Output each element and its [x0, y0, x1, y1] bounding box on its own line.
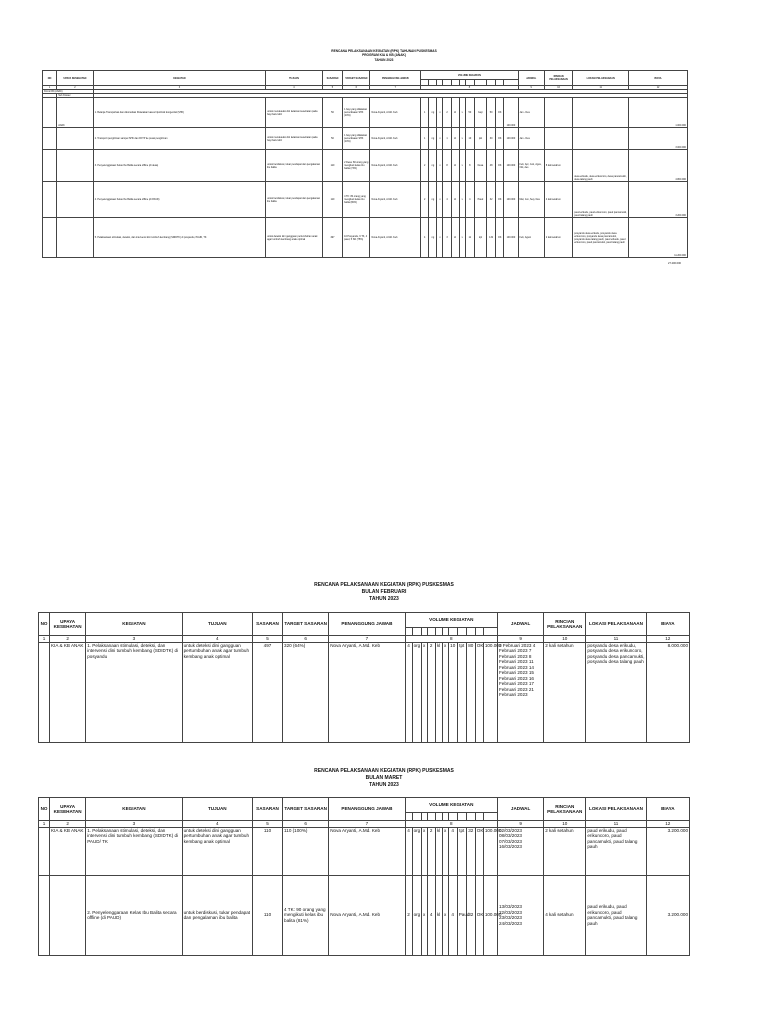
cell-vol: 3 [443, 218, 451, 258]
table-row [43, 98, 688, 128]
cell-upaya [57, 182, 94, 218]
cell-lokasi: posyandu desa erikudu, posyandu desa erikuncoro, posyandu desa pancamukti, posyandu desa talang pauh [586, 642, 646, 742]
col-tujuan: TUJUAN [182, 798, 252, 821]
cell-vol: x [442, 827, 448, 875]
cell-vol: org [412, 827, 421, 875]
cell-vol: x [459, 182, 465, 218]
cell-vol: 2 [405, 875, 412, 955]
cell-jadwal: 02/03/2023 08/03/2023 07/03/2023 16/03/2023 [498, 827, 544, 875]
col-number: 1 [39, 821, 50, 828]
col-volume: VOLUME KEGIATAN [405, 613, 497, 628]
cell-lokasi: paud erikudu, paud erikuncoro, paud pancamukti, paud talang pauh [586, 827, 646, 875]
cell-vol-total: 100.000 [504, 128, 518, 150]
col-pj: PENANGGUNG JAWAB [329, 798, 405, 821]
col-lokasi: LOKASI PELAKSANAAN [573, 71, 629, 86]
col-biaya: BIAYA [646, 798, 689, 821]
col-number: 2 [50, 636, 86, 643]
cell-rincian [544, 98, 572, 128]
cell-vol-total: 100.000 [504, 98, 518, 128]
page-2-title [0, 582, 768, 602]
cell-vol: kpl [474, 218, 486, 258]
cell-vol: 50 [465, 98, 474, 128]
cell-vol: kl [451, 182, 459, 218]
cell-kegiatan: 1. Pelaksanaan stimulasi, deteksi, dan intervensi dini tumbuh kembang (SDIDTK) di posyandu [86, 642, 182, 742]
col-volume: VOLUME KEGIATAN [405, 798, 497, 813]
cell-upaya: KIA & KB ANAK [50, 827, 86, 875]
cell-kegiatan: 2. Penyelenggaraan Kelas Ibu Balita secara offline (di PAUD) [86, 875, 182, 955]
col-number: 9 [498, 636, 544, 643]
col-number: 8 [421, 86, 518, 90]
table-row [39, 875, 690, 955]
cell-vol: OK [475, 827, 483, 875]
page-3-title [0, 768, 768, 788]
col-number: 8 [405, 821, 497, 828]
cell-vol: 2 [421, 150, 429, 182]
cell-jadwal: Feb, Apr, Juni, Agus, Okt, des [518, 150, 544, 182]
title-line-3: TAHUN 2023 [369, 781, 399, 788]
rpk-annual-table [42, 70, 688, 258]
col-number: 6 [283, 821, 329, 828]
rpk-march-table [38, 797, 690, 956]
cell-target: 4 TK: 90 orang yang mengikuti kelas ibu balita (81%) [283, 875, 329, 955]
cell-vol: 2 [421, 182, 429, 218]
col-number: 1 [39, 636, 50, 643]
col-target: TARGET SASARAN [283, 798, 329, 821]
cell-vol: ng [429, 150, 437, 182]
cell-target: 10 Posyandu, 6 TK, 4 paud, 5 SD (75%) [343, 218, 370, 258]
cell-vol: kl [451, 150, 459, 182]
cell-vol: org [412, 875, 421, 955]
cell-jadwal: 13/03/2023 22/03/2023 23/03/2023 24/03/2023 [498, 875, 544, 955]
cell-vol: x [459, 150, 465, 182]
cell-sasaran: 110 [252, 827, 282, 875]
cell-upaya [50, 875, 86, 955]
cell-vol: kl [451, 98, 459, 128]
cell-vol: Paud [474, 182, 486, 218]
cell-tujuan: untuk deteksi dini gangguan pertumbuhan anak agar tumbuh kembang anak optimal [266, 218, 323, 258]
col-kegiatan: KEGIATAN [86, 798, 182, 821]
cell-rincian [544, 128, 572, 150]
cell-vol: 100.000 [483, 875, 497, 955]
cell-biaya: 1.000.000 [629, 98, 688, 128]
cell-vol: 132 [487, 218, 496, 258]
col-rincian: RINCIAN PELAKSANAAN [544, 613, 586, 636]
table-row [43, 150, 688, 182]
cell-vol: ng [429, 182, 437, 218]
cell-vol: x [421, 875, 427, 955]
cell-upaya [57, 128, 94, 150]
cell-pj: Nova Aryanti, A.Md. Keb [370, 182, 421, 218]
col-biaya: BIAYA [629, 71, 688, 86]
table-row [39, 642, 690, 742]
cell-vol: kl [451, 218, 459, 258]
cell-vol: 1 [421, 128, 429, 150]
col-jadwal: JADWAL [498, 613, 544, 636]
cell-vol: 80 [466, 642, 475, 742]
cell-vol: ng [429, 128, 437, 150]
cell-pj: Nova Aryanti, A.Md. Keb [370, 150, 421, 182]
cell-sasaran: 110 [322, 182, 342, 218]
col-number: 8 [405, 636, 497, 643]
cell-target: 1 bayi yang dilakukan pemeriksaan SHK (10%) [343, 128, 370, 150]
cell-rincian: 2 kali setahun [544, 642, 586, 742]
col-number: 11 [586, 636, 646, 643]
cell-vol: 2 [427, 642, 435, 742]
cell-biaya: 4.800.000 [629, 150, 688, 182]
col-jadwal: JADWAL [518, 71, 544, 86]
cell-vol: 10 [448, 642, 457, 742]
cell-vol: 4 [465, 182, 474, 218]
cell-biaya: 3.000.000 [629, 128, 688, 150]
cell-sasaran: 110 [252, 875, 282, 955]
cell-lokasi [573, 128, 629, 150]
col-kegiatan: KEGIATAN [93, 71, 265, 86]
cell-jadwal: Mar, Jun, Sep, Des [518, 182, 544, 218]
table-row [43, 182, 688, 218]
cell-vol: x [442, 642, 448, 742]
title-line-3: TAHUN 2023 [369, 595, 399, 602]
cell-vol: x [459, 218, 465, 258]
cell-tujuan: untuk mendeteksi dini kelainan kesehatan pada bayi baru lahir [266, 128, 323, 150]
cell-tujuan: untuk berdiskusi, tukar pendapat dan pengalaman ibu balita [266, 150, 323, 182]
cell-pj: Nova Aryanti, A.Md. Keb [370, 98, 421, 128]
col-number: 4 [266, 86, 323, 90]
table-row [39, 827, 690, 875]
col-upaya: UPAYA KESEHATAN [50, 798, 86, 821]
col-pj: PENANGGUNG JAWAB [370, 71, 421, 86]
cell-vol: kl [451, 128, 459, 150]
cell-biaya: 11.200.000 [629, 218, 688, 258]
cell-rincian: 4 kali setahun [544, 875, 586, 955]
upaya-label: KIA & KB (ANAK) [43, 90, 94, 94]
cell-kegiatan: 4. Penyelenggaraan Kelas Ibu Balita secara offline (di PAUD) [93, 182, 265, 218]
rpk-february-table [38, 612, 690, 743]
cell-vol: 32 [466, 875, 475, 955]
col-number: 11 [586, 821, 646, 828]
cell-vol-total: 100.000 [504, 182, 518, 218]
col-number: 2 [57, 86, 94, 90]
cell-jadwal: Jan - Des [518, 98, 544, 128]
cell-vol: x [442, 875, 448, 955]
col-number: 10 [544, 636, 586, 643]
cell-biaya: 3.200.000 [629, 182, 688, 218]
cell-vol: tpt [457, 642, 466, 742]
cell-vol: Desa [474, 150, 486, 182]
cell-kegiatan: 2. Transport pengiriman sampel SHK dan FKTP ke pusat pengiriman [93, 128, 265, 150]
col-number: 3 [86, 636, 182, 643]
col-number: 5 [252, 636, 282, 643]
cell-pj: Nova Aryanti, A.Md. Keb [329, 875, 405, 955]
cell-vol: x [459, 98, 465, 128]
cell-sasaran: 497 [252, 642, 282, 742]
col-rincian: RINCIAN PELAKSANAAN [544, 798, 586, 821]
cell-vol: 50 [487, 98, 496, 128]
cell-vol-total: 100.000 [504, 150, 518, 182]
cell-vol: OK [475, 642, 483, 742]
col-number: 2 [50, 821, 86, 828]
cell-vol: x [437, 182, 443, 218]
col-no: NO [39, 613, 50, 636]
cell-vol: x [421, 642, 427, 742]
cell-vol: x [437, 128, 443, 150]
cell-kegiatan: 5. Pelaksanaan stimulasi, deteksi, dan intervensi dini tumbuh kembang (SDIDTK) di posyandu, PAUD, TK [93, 218, 265, 258]
cell-pj: Nova Aryanti, A.Md. Keb [370, 218, 421, 258]
cell-tujuan: untuk berdiskusi, tukar pendapat dan pengalaman ibu balita [182, 875, 252, 955]
cell-tujuan: untuk deteksi dini gangguan pertumbuhan anak agar tumbuh kembang anak optimal [182, 642, 252, 742]
cell-vol: x [421, 827, 427, 875]
col-number: 10 [544, 821, 586, 828]
cell-target: 2 Desa: 80 orang yang mengikuti kelas ibu balita (73%) [343, 150, 370, 182]
cell-lokasi: paud erikudu, paud erikuncoro, paud pancamukti, paud talang pauh [573, 182, 629, 218]
cell-vol: 4 [405, 642, 412, 742]
cell-vol: 11 [465, 218, 474, 258]
cell-vol: 32 [487, 182, 496, 218]
cell-vol: ng [429, 98, 437, 128]
col-number: 6 [283, 636, 329, 643]
col-number: 3 [93, 86, 265, 90]
col-number: 12 [646, 821, 689, 828]
cell-vol: 32 [466, 827, 475, 875]
cell-rincian: 2 kali setahun [544, 827, 586, 875]
cell-vol: 1 [421, 98, 429, 128]
cell-vol: x [459, 128, 465, 150]
col-jadwal: JADWAL [498, 798, 544, 821]
col-sasaran: SASARAN [252, 613, 282, 636]
col-lokasi: LOKASI PELAKSANAAN [586, 613, 646, 636]
col-volume: VOLUME KEGIATAN [421, 71, 518, 80]
cell-vol: x [437, 150, 443, 182]
col-number: 10 [544, 86, 572, 90]
cell-vol: 100.000 [483, 642, 497, 742]
cell-vol: 48 [487, 150, 496, 182]
col-number: 3 [86, 821, 182, 828]
cell-jadwal: 3 Februari 2023 4 Februari 2023 7 Februari 2023 8 Februari 2023 11 Februari 2023 14 Februari 2023 15 Februari 2023 16 Februari 2023 17 Februari 2023 21 Februari 2023 [498, 642, 544, 742]
cell-target: 4 TK: 80 orang yang mengikuti kelas ibu balita (80%) [343, 182, 370, 218]
cell-rincian: 4 kali setahun [544, 182, 572, 218]
cell-target: 1 bayi yang dilakukan pemeriksaan SHK (10%) [343, 98, 370, 128]
cell-vol: 2 [443, 98, 451, 128]
col-number: 11 [573, 86, 629, 90]
col-kegiatan: KEGIATAN [86, 613, 182, 636]
cell-lokasi: desa erikudu, desa erikuncoro, desa pancamukti, desa talang pauh [573, 150, 629, 182]
table-row [43, 218, 688, 258]
col-pj: PENANGGUNG JAWAB [329, 613, 405, 636]
col-no: NO [43, 71, 57, 86]
cell-target: 320 (64%) [283, 642, 329, 742]
cell-kegiatan: 1. Belanja Transportasi dan Akomodasi Pelacakan kasus hipotiroid kongenital (SHK) [93, 98, 265, 128]
col-number: 12 [646, 636, 689, 643]
col-number: 7 [329, 821, 405, 828]
title-line-2: PROGRAM KIA & KB (ANAK) [362, 53, 406, 58]
cell-vol: 4 [405, 827, 412, 875]
title-line-3: TAHUN 2023 [374, 57, 394, 62]
cell-vol: Paud [457, 875, 466, 955]
cell-kegiatan: 3. Penyelenggaraan Kelas Ibu Balita secara offline (di desa) [93, 150, 265, 182]
cell-vol: 4 [448, 875, 457, 955]
cell-upaya: KIA & KB ANAK [50, 642, 86, 742]
col-number: 9 [498, 821, 544, 828]
col-number: 7 [370, 86, 421, 90]
cell-vol: kl [435, 642, 442, 742]
cell-vol: OK [496, 150, 504, 182]
cell-jadwal: Feb, Agust [518, 218, 544, 258]
title-line-1: RENCANA PELAKSANAAN KEGIATAN (RPK) PUSKESMAS [314, 582, 454, 588]
grand-total: 27.200.000 [668, 262, 681, 265]
cell-vol: OK [475, 875, 483, 955]
col-tujuan: TUJUAN [182, 613, 252, 636]
cell-vol: 10 [465, 128, 474, 150]
page-1-title [0, 49, 768, 62]
col-number: 1 [43, 86, 57, 90]
col-biaya: BIAYA [646, 613, 689, 636]
title-line-1: RENCANA PELAKSANAAN KEGIATAN (RPK) TAHUNAN PUSKESMAS [331, 49, 437, 53]
cell-vol: kl [435, 827, 442, 875]
col-number: 9 [518, 86, 544, 90]
cell-jadwal: Jan - Des [518, 128, 544, 150]
cell-sasaran: 497 [322, 218, 342, 258]
cell-vol: 8 [443, 150, 451, 182]
cell-biaya: 3.200.000 [646, 827, 689, 875]
col-rincian: RINCIAN PELAKSANAAN [544, 71, 572, 86]
col-upaya: UPAYA KESEHATAN [57, 71, 94, 86]
cell-vol: bayi [474, 98, 486, 128]
cell-vol: OK [496, 182, 504, 218]
cell-vol-total: 100.000 [504, 218, 518, 258]
cell-pj: Nova Aryanti, A.Md. Keb [329, 827, 405, 875]
col-number: 5 [252, 821, 282, 828]
cell-upaya [57, 150, 94, 182]
cell-vol: OK [496, 128, 504, 150]
cell-pj: Nova Aryanti, A.Md. Keb [370, 128, 421, 150]
cell-vol: 30 [487, 128, 496, 150]
cell-vol: OK [496, 218, 504, 258]
col-lokasi: LOKASI PELAKSANAAN [586, 798, 646, 821]
cell-tujuan: untuk mendeteksi dini kelainan kesehatan pada bayi baru lahir [266, 98, 323, 128]
cell-vol: 2 [427, 827, 435, 875]
title-line-2: BULAN FEBRUARI [361, 588, 407, 595]
cell-lokasi [573, 98, 629, 128]
cell-tujuan: untuk berdiskusi, tukar pendapat dan pengalaman ibu balita [266, 182, 323, 218]
col-number: 5 [322, 86, 342, 90]
cell-rincian: 2 kali setahun [544, 218, 572, 258]
cell-vol: 4 [448, 827, 457, 875]
cell-upaya [57, 218, 94, 258]
col-number: 6 [343, 86, 370, 90]
cell-kegiatan: 1. Pelaksanaan stimulasi, deteksi, dan intervensi dini tumbuh kembang (SDIDTK) di PAUD/ TK [86, 827, 182, 875]
cell-tujuan: untuk deteksi dini gangguan pertumbuhan anak agar tumbuh kembang anak optimal [182, 827, 252, 875]
cell-sasaran: 50 [322, 128, 342, 150]
cell-target: 110 (100%) [283, 827, 329, 875]
cell-sasaran: 110 [322, 150, 342, 182]
cell-biaya: 3.200.000 [646, 875, 689, 955]
col-number: 12 [629, 86, 688, 90]
cell-vol: 4 [421, 218, 429, 258]
cell-lokasi: paud erikudu, paud erikuncoro, paud pancamukti, paud talang pauh [586, 875, 646, 955]
col-sasaran: SASARAN [322, 71, 342, 86]
cell-vol: OK [496, 98, 504, 128]
cell-lokasi: posyandu desa erikudu, posyandu desa erikuncoro, posyandu desa pancamukti, posyandu desa talang pauh, paud erikudu, paud erikuncoro, paud pancamukti, paud talang pauh [573, 218, 629, 258]
col-no: NO [39, 798, 50, 821]
cell-vol: 1 [443, 128, 451, 150]
cell-vol: ng [429, 218, 437, 258]
cell-vol: 4 [443, 182, 451, 218]
col-number: 4 [182, 821, 252, 828]
cell-vol: tpt [457, 827, 466, 875]
cell-vol: x [437, 218, 443, 258]
col-target: TARGET SASARAN [283, 613, 329, 636]
cell-upaya: ANAK [57, 98, 94, 128]
title-line-1: RENCANA PELAKSANAAN KEGIATAN (RPK) PUSKESMAS [314, 768, 454, 774]
cell-vol: 4 [427, 875, 435, 955]
title-line-2: BULAN MARET [365, 774, 403, 781]
col-target: TARGET SASARAN [343, 71, 370, 86]
cell-rincian: 8 kali setahun [544, 150, 572, 182]
col-upaya: UPAYA KESEHATAN [50, 613, 86, 636]
col-number: 4 [182, 636, 252, 643]
col-tujuan: TUJUAN [266, 71, 323, 86]
cell-vol: 100.000 [483, 827, 497, 875]
cell-vol: x [437, 98, 443, 128]
cell-biaya: 8.000.000 [646, 642, 689, 742]
table-row [43, 128, 688, 150]
cell-sasaran: 50 [322, 98, 342, 128]
col-number: 7 [329, 636, 405, 643]
cell-vol: kl [435, 875, 442, 955]
cell-pj: Nova Aryanti, A.Md. Keb [329, 642, 405, 742]
col-sasaran: SASARAN [252, 798, 282, 821]
cell-vol: pkt [474, 128, 486, 150]
sub-label: Sub Kluster [57, 94, 94, 98]
cell-vol: org [412, 642, 421, 742]
cell-vol: 8 [465, 150, 474, 182]
